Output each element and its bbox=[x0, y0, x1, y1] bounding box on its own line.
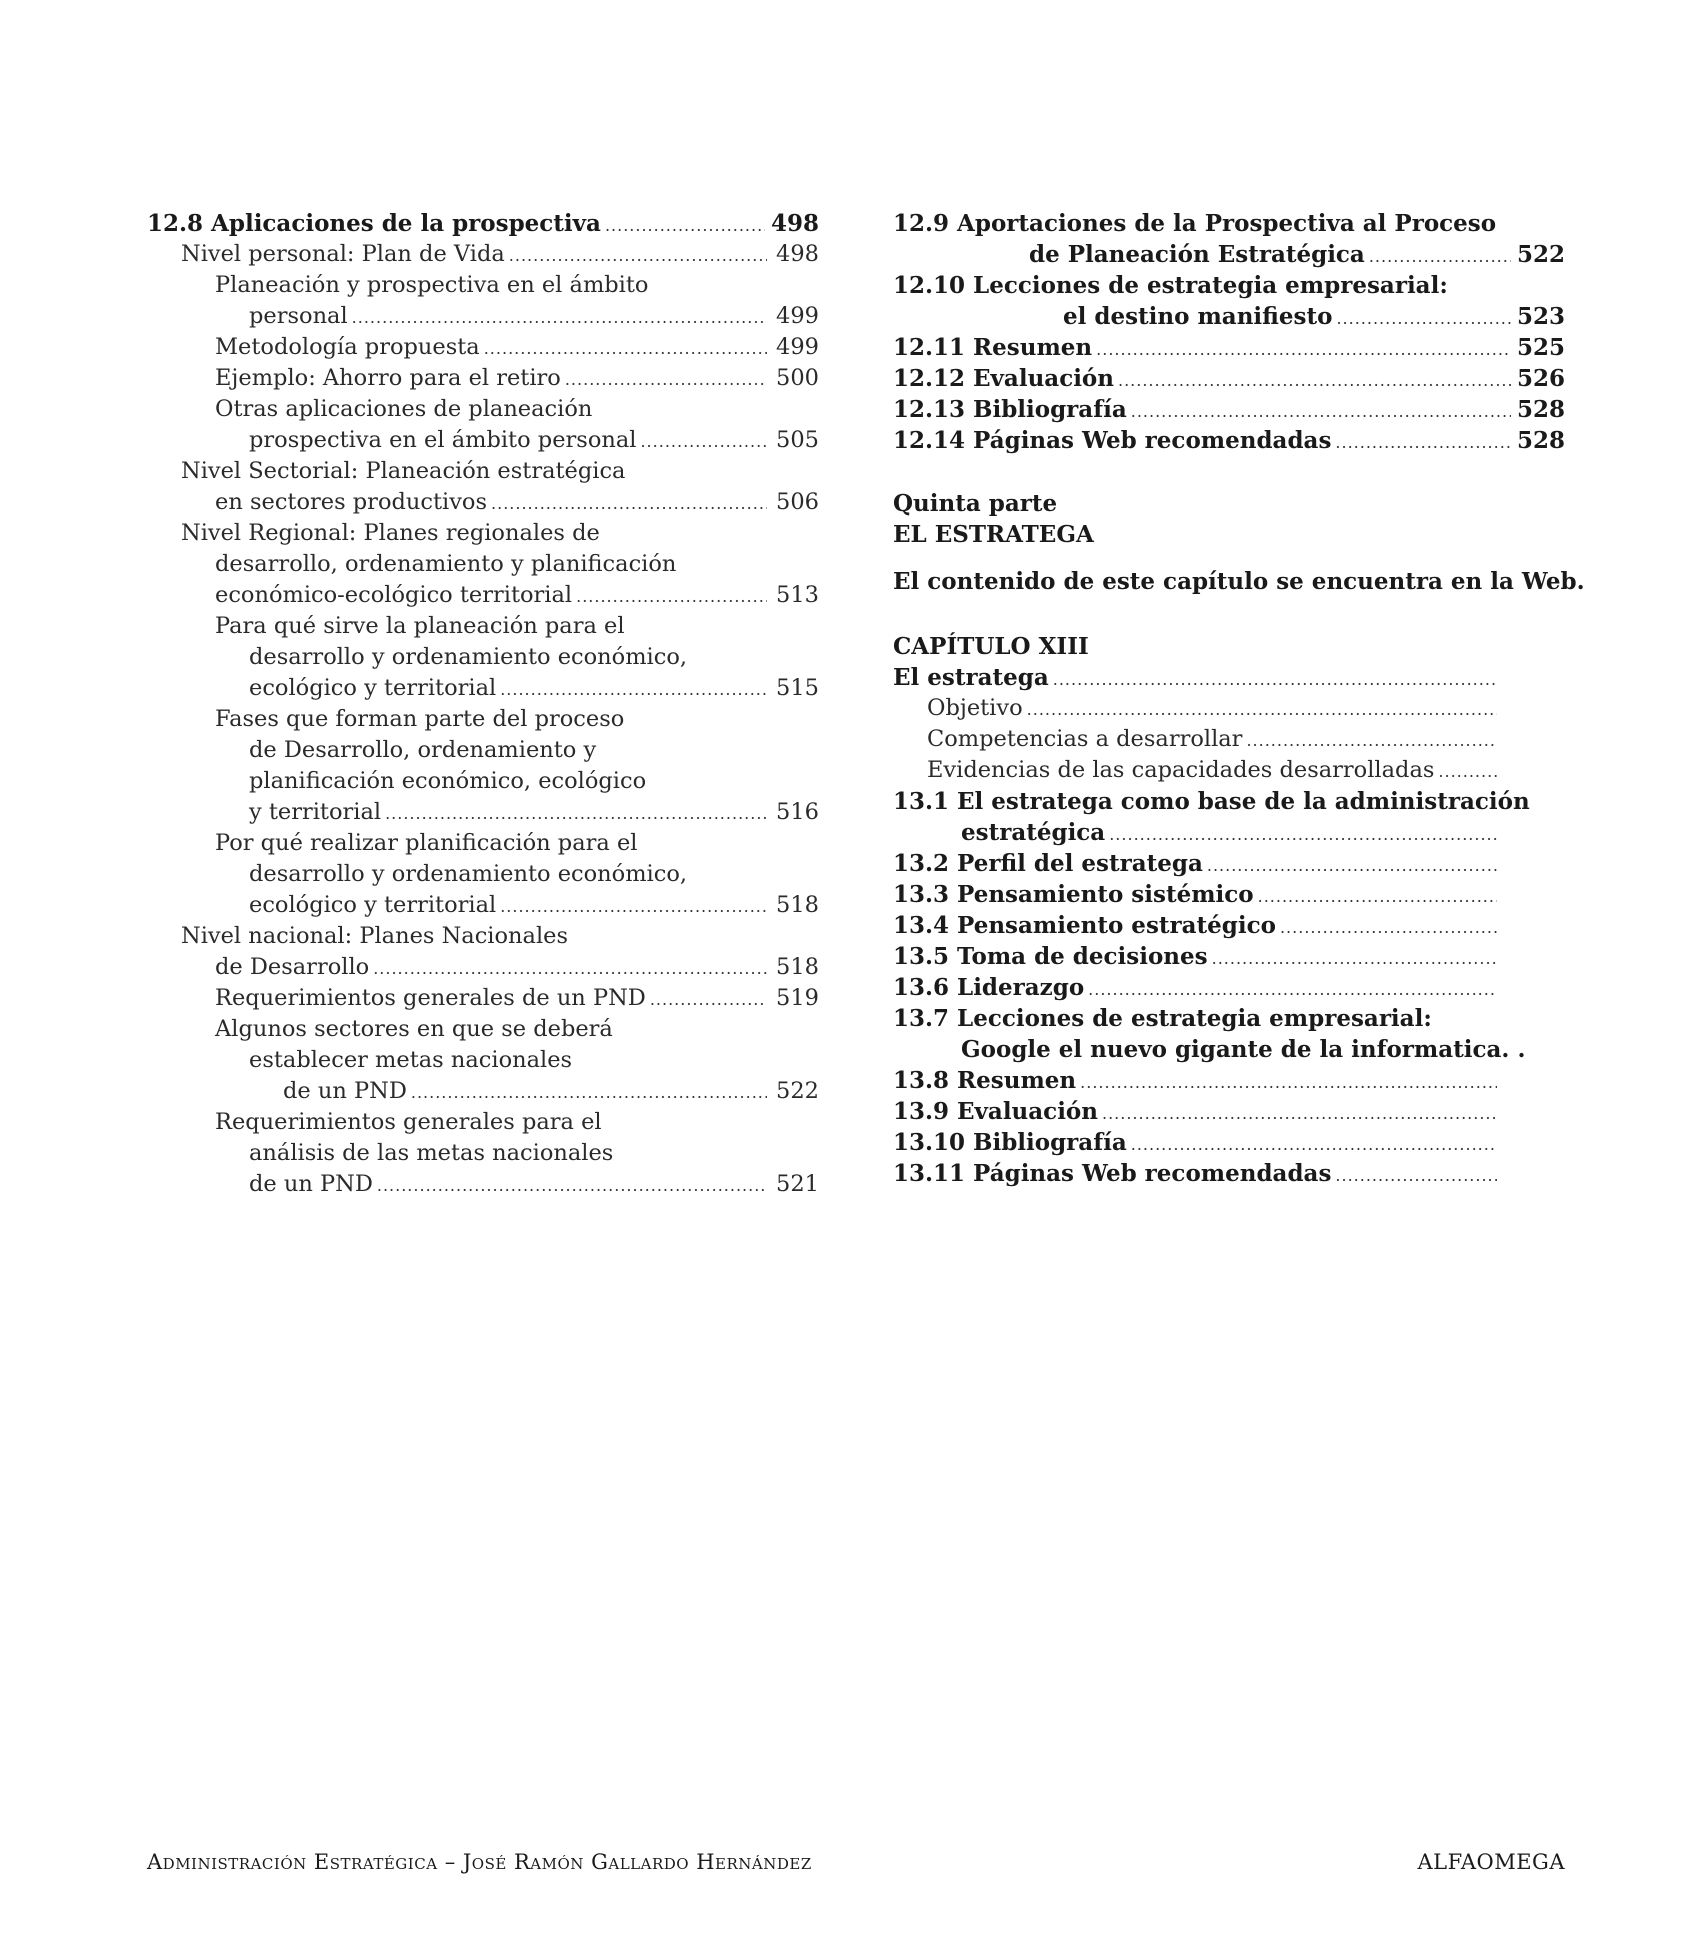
toc-entry-text: Metodología propuesta bbox=[215, 334, 480, 360]
toc-entry-text: 12.14 Páginas Web recomendadas bbox=[893, 427, 1332, 454]
chapter-entries bbox=[893, 662, 1530, 1189]
dot-leader bbox=[650, 984, 767, 1015]
dot-leader bbox=[1369, 241, 1511, 272]
toc-entry-text: Competencias a desarrollar bbox=[927, 726, 1243, 752]
toc-entry bbox=[147, 518, 819, 611]
toc-entry-text: Nivel Regional: Planes regionales de bbox=[181, 520, 600, 546]
dot-leader bbox=[1109, 819, 1497, 850]
toc-entry bbox=[893, 425, 1565, 456]
part-note: El contenido de este capítulo se encuentra en la Web. bbox=[893, 568, 1585, 595]
toc-entry-text: Requerimientos generales para el bbox=[215, 1109, 602, 1135]
toc-entry-text: Algunos sectores en que se deberá bbox=[215, 1016, 613, 1042]
toc-entry bbox=[147, 1107, 819, 1200]
toc-entry bbox=[147, 704, 819, 828]
toc-entry-text: 13.10 Bibliografía bbox=[893, 1129, 1127, 1156]
toc-entry-text: planificación económico, ecológico bbox=[249, 768, 647, 794]
toc-entry bbox=[147, 363, 819, 394]
toc-entry-text: de un PND bbox=[283, 1078, 407, 1104]
toc-entry-text: Nivel personal: Plan de Vida bbox=[181, 241, 505, 267]
toc-entry-text: personal bbox=[249, 303, 348, 329]
toc-entry bbox=[893, 270, 1565, 332]
toc-entry bbox=[893, 208, 1565, 270]
dot-leader bbox=[1258, 881, 1497, 912]
chapter-label: CAPÍTULO XIII bbox=[893, 633, 1089, 660]
toc-entry-text: Planeación y prospectiva en el ámbito bbox=[215, 272, 649, 298]
toc-entry-text: El estratega bbox=[893, 664, 1049, 691]
dot-leader bbox=[352, 302, 767, 333]
toc-entry-text: estratégica bbox=[961, 819, 1106, 846]
toc-page-number: 522 bbox=[776, 1078, 819, 1104]
toc-entry-text: análisis de las metas nacionales bbox=[249, 1140, 614, 1166]
dot-leader bbox=[1053, 664, 1497, 695]
toc-entry-text: Nivel nacional: Planes Nacionales bbox=[181, 923, 569, 949]
toc-entry-text: 13.7 Lecciones de estrategia empresarial: bbox=[893, 1005, 1432, 1032]
dot-leader bbox=[605, 210, 765, 241]
toc-page-number: 499 bbox=[776, 334, 819, 360]
dot-leader bbox=[1088, 974, 1497, 1005]
toc-page-number: 518 bbox=[776, 892, 819, 918]
toc-entry bbox=[893, 394, 1565, 425]
toc-entry-text: 13.9 Evaluación bbox=[893, 1098, 1098, 1125]
toc-page-number: 498 bbox=[770, 210, 819, 237]
dot-leader bbox=[640, 426, 767, 457]
toc-entry bbox=[893, 662, 1497, 693]
dot-leader bbox=[1335, 427, 1511, 458]
toc-entry bbox=[147, 394, 819, 456]
toc-entry bbox=[893, 910, 1497, 941]
dot-leader bbox=[1096, 334, 1511, 365]
dot-leader bbox=[565, 364, 767, 395]
toc-entry bbox=[893, 693, 1497, 724]
dot-leader bbox=[484, 333, 767, 364]
toc-page-number: 521 bbox=[776, 1171, 819, 1197]
footer-book-title: Administración Estratégica – José Ramón Gallardo Hernández bbox=[147, 1850, 812, 1874]
toc-entry bbox=[893, 941, 1497, 972]
toc-page-number: 528 bbox=[1516, 427, 1565, 454]
toc-entry-text: Fases que forman parte del proceso bbox=[215, 706, 625, 732]
dot-leader bbox=[385, 798, 767, 829]
toc-entry-text: Google el nuevo gigante de la informatica. . bbox=[961, 1036, 1526, 1063]
toc-entry-text: 12.8 Aplicaciones de la prospectiva bbox=[147, 210, 601, 237]
dot-leader bbox=[1080, 1067, 1497, 1098]
toc-entry bbox=[147, 1014, 819, 1107]
toc-entry bbox=[147, 983, 819, 1014]
toc-page-number: 506 bbox=[776, 489, 819, 515]
dot-leader bbox=[1102, 1098, 1497, 1129]
dot-leader bbox=[1280, 912, 1497, 943]
toc-entry bbox=[893, 363, 1565, 394]
toc-entry-text: Evidencias de las capacidades desarrolladas bbox=[927, 757, 1435, 783]
toc-entry-text: de Desarrollo bbox=[215, 954, 370, 980]
dot-leader bbox=[1246, 725, 1497, 756]
toc-page-number: 523 bbox=[1516, 303, 1565, 330]
toc-page-number: 505 bbox=[776, 427, 819, 453]
toc-page-number: 522 bbox=[1516, 241, 1565, 268]
toc-entry-text: el destino manifiesto bbox=[1063, 303, 1333, 330]
toc-entry bbox=[147, 611, 819, 704]
toc-entry-text: 13.8 Resumen bbox=[893, 1067, 1077, 1094]
toc-entry bbox=[893, 1065, 1497, 1096]
toc-entry-text: prospectiva en el ámbito personal bbox=[249, 427, 637, 453]
dot-leader bbox=[509, 240, 767, 271]
toc-page-number: 526 bbox=[1516, 365, 1565, 392]
toc-entry bbox=[893, 332, 1565, 363]
toc-page-number: 513 bbox=[776, 582, 819, 608]
dot-leader bbox=[1336, 303, 1511, 334]
toc-entry-text: 12.10 Lecciones de estrategia empresarial: bbox=[893, 272, 1448, 299]
toc-entry bbox=[893, 755, 1497, 786]
toc-entry-text: 13.2 Perfil del estratega bbox=[893, 850, 1203, 877]
dot-leader bbox=[1118, 365, 1511, 396]
dot-leader bbox=[500, 891, 767, 922]
part-label: Quinta parte bbox=[893, 490, 1058, 517]
toc-entry bbox=[147, 239, 819, 270]
toc-entry-text: ecológico y territorial bbox=[249, 675, 497, 701]
dot-leader bbox=[491, 488, 767, 519]
toc-entry bbox=[147, 921, 819, 983]
toc-page-number: 519 bbox=[776, 985, 819, 1011]
toc-page-number: 518 bbox=[776, 954, 819, 980]
dot-leader bbox=[1131, 396, 1511, 427]
toc-page-number: 515 bbox=[776, 675, 819, 701]
toc-entry-text: Nivel Sectorial: Planeación estratégica bbox=[181, 458, 626, 484]
toc-entry bbox=[893, 1096, 1497, 1127]
toc-entry bbox=[893, 1127, 1497, 1158]
toc-page-number: 528 bbox=[1516, 396, 1565, 423]
dot-leader bbox=[1207, 850, 1497, 881]
part-title: EL ESTRATEGA bbox=[893, 521, 1094, 548]
toc-entry-text: establecer metas nacionales bbox=[249, 1047, 573, 1073]
toc-entry bbox=[893, 724, 1497, 755]
toc-entry bbox=[893, 1003, 1526, 1065]
toc-entry-text: 13.5 Toma de decisiones bbox=[893, 943, 1208, 970]
toc-entry-text: 13.6 Liderazgo bbox=[893, 974, 1085, 1001]
dot-leader bbox=[1027, 694, 1497, 725]
toc-entry-text: Requerimientos generales de un PND bbox=[215, 985, 646, 1011]
toc-entry-text: Ejemplo: Ahorro para el retiro bbox=[215, 365, 561, 391]
toc-right-column-top bbox=[893, 208, 1565, 456]
toc-entry-text: 13.1 El estratega como base de la administración bbox=[893, 788, 1530, 815]
toc-entry-text: ecológico y territorial bbox=[249, 892, 497, 918]
toc-entry-text: en sectores productivos bbox=[215, 489, 488, 515]
dot-leader bbox=[411, 1077, 767, 1108]
toc-entry bbox=[893, 786, 1530, 848]
dot-leader bbox=[377, 1170, 767, 1201]
dot-leader bbox=[1212, 943, 1497, 974]
toc-entry-text: 12.13 Bibliografía bbox=[893, 396, 1127, 423]
toc-entry-text: y territorial bbox=[249, 799, 382, 825]
toc-entry-text: desarrollo y ordenamiento económico, bbox=[249, 861, 688, 887]
toc-entry bbox=[893, 1158, 1497, 1189]
toc-entry-text: 12.9 Aportaciones de la Prospectiva al Proceso bbox=[893, 210, 1497, 237]
toc-entry-text: 13.11 Páginas Web recomendadas bbox=[893, 1160, 1332, 1187]
footer-publisher: ALFAOMEGA bbox=[1417, 1850, 1565, 1874]
toc-page-number: 499 bbox=[776, 303, 819, 329]
toc-entry-text: Otras aplicaciones de planeación bbox=[215, 396, 593, 422]
dot-leader bbox=[500, 674, 767, 705]
toc-page-number: 516 bbox=[776, 799, 819, 825]
toc-entry-text: 13.4 Pensamiento estratégico bbox=[893, 912, 1276, 939]
dot-leader bbox=[1438, 756, 1497, 787]
toc-entry bbox=[893, 879, 1497, 910]
toc-entry bbox=[147, 456, 819, 518]
toc-entry-text: Para qué sirve la planeación para el bbox=[215, 613, 625, 639]
toc-entry-text: desarrollo, ordenamiento y planificación bbox=[215, 551, 677, 577]
toc-entry-text: 13.3 Pensamiento sistémico bbox=[893, 881, 1254, 908]
dot-leader bbox=[1335, 1160, 1497, 1191]
toc-entry-text: de Planeación Estratégica bbox=[1029, 241, 1365, 268]
toc-entry-text: 12.12 Evaluación bbox=[893, 365, 1114, 392]
toc-left-column bbox=[147, 208, 819, 1200]
toc-entry-text: de un PND bbox=[249, 1171, 373, 1197]
dot-leader bbox=[576, 581, 767, 612]
toc-page-number: 525 bbox=[1516, 334, 1565, 361]
toc-entry bbox=[147, 332, 819, 363]
toc-entry bbox=[147, 208, 819, 239]
dot-leader bbox=[1131, 1129, 1497, 1160]
toc-entry-text: económico-ecológico territorial bbox=[215, 582, 573, 608]
toc-page-number: 498 bbox=[776, 241, 819, 267]
toc-entry-text: Por qué realizar planificación para el bbox=[215, 830, 638, 856]
dot-leader bbox=[373, 953, 767, 984]
toc-entry-text: desarrollo y ordenamiento económico, bbox=[249, 644, 688, 670]
toc-entry bbox=[147, 828, 819, 921]
toc-entry-text: 12.11 Resumen bbox=[893, 334, 1093, 361]
toc-entry-text: Objetivo bbox=[927, 695, 1023, 721]
toc-page-number: 500 bbox=[776, 365, 819, 391]
toc-entry-text: de Desarrollo, ordenamiento y bbox=[249, 737, 597, 763]
toc-entry bbox=[893, 972, 1497, 1003]
toc-entry bbox=[147, 270, 819, 332]
toc-entry bbox=[893, 848, 1497, 879]
